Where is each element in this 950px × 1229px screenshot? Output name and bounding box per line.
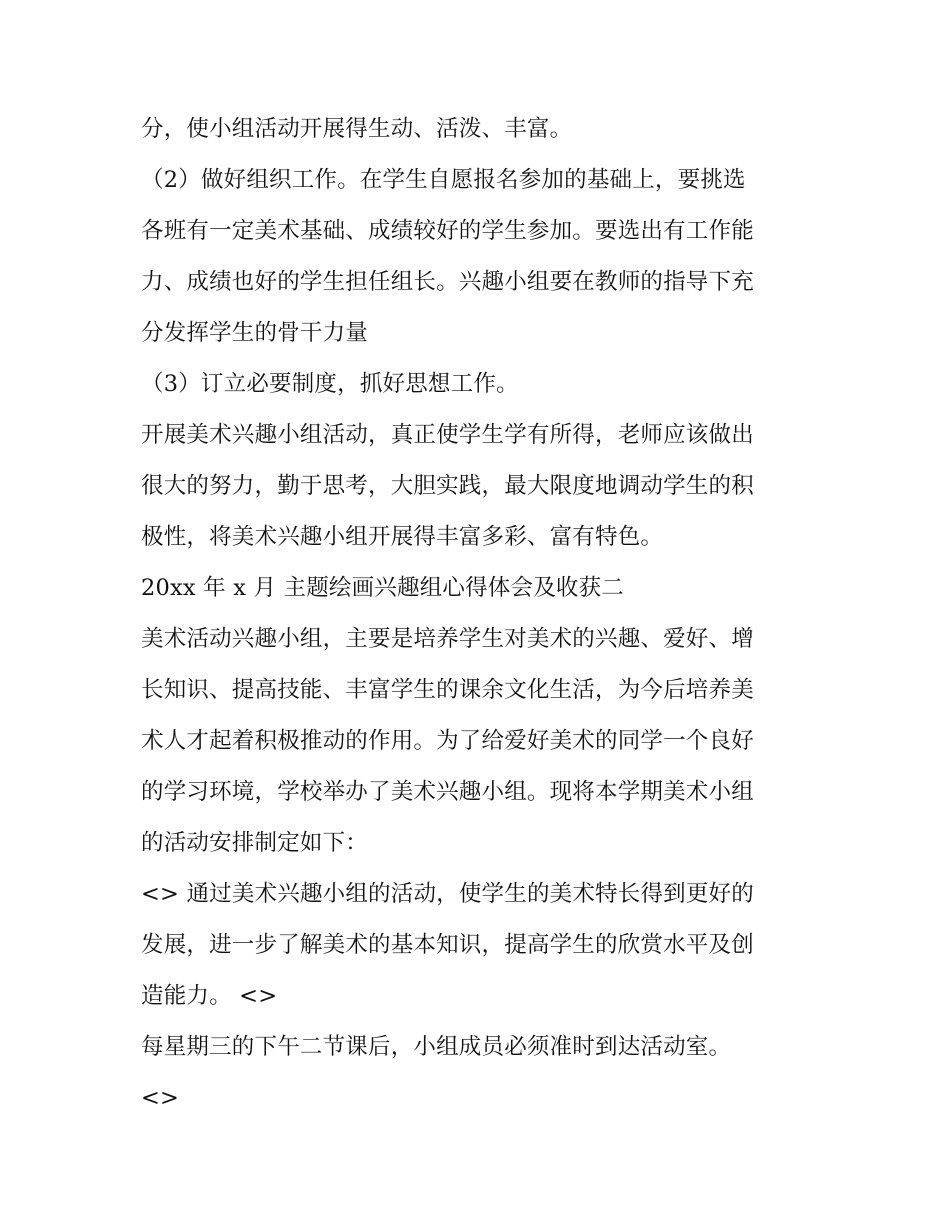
document-body-text <box>141 104 821 1124</box>
text-line-9: 极性，将美术兴趣小组开展得丰富多彩、富有特色。 <box>141 524 664 550</box>
text-line-7: 开展美术兴趣小组活动，真正使学生学有所得，老师应该做出 <box>141 422 754 448</box>
text-line-4: 力、成绩也好的学生担任组长。兴趣小组要在教师的指导下充 <box>141 269 754 295</box>
text-line-16: <> 通过美术兴趣小组的活动，使学生的美术特长得到更好的 <box>141 881 754 907</box>
text-line-13: 术人才起着积极推动的作用。为了给爱好美术的同学一个良好 <box>141 728 754 754</box>
text-line-6: （3）订立必要制度，抓好思想工作。 <box>141 371 519 397</box>
section-heading: 20xx 年 x 月 主题绘画兴趣组心得体会及收获二 <box>141 575 625 601</box>
text-line-20: <> <box>141 1085 180 1111</box>
text-line-11: 美术活动兴趣小组，主要是培养学生对美术的兴趣、爱好、增 <box>141 626 754 652</box>
text-line-5: 分发挥学生的骨干力量 <box>141 320 369 346</box>
text-line-17: 发展，进一步了解美术的基本知识，提高学生的欣赏水平及创 <box>141 932 754 958</box>
text-line-8: 很大的努力，勤于思考，大胆实践，最大限度地调动学生的积 <box>141 473 754 499</box>
text-line-19: 每星期三的下午二节课后，小组成员必须准时到达活动室。 <box>141 1034 732 1060</box>
text-line-15: 的活动安排制定如下： <box>141 830 369 856</box>
text-line-2: （2）做好组织工作。在学生自愿报名参加的基础上，要挑选 <box>141 167 746 193</box>
text-line-3: 各班有一定美术基础、成绩较好的学生参加。要选出有工作能 <box>141 218 754 244</box>
text-line-14: 的学习环境，学校举办了美术兴趣小组。现将本学期美术小组 <box>141 779 754 805</box>
text-line-18: 造能力。 <> <box>141 983 278 1009</box>
text-line-1: 分，使小组活动开展得生动、活泼、丰富。 <box>141 116 573 142</box>
text-line-12: 长知识、提高技能、丰富学生的课余文化生活，为今后培养美 <box>141 677 754 703</box>
